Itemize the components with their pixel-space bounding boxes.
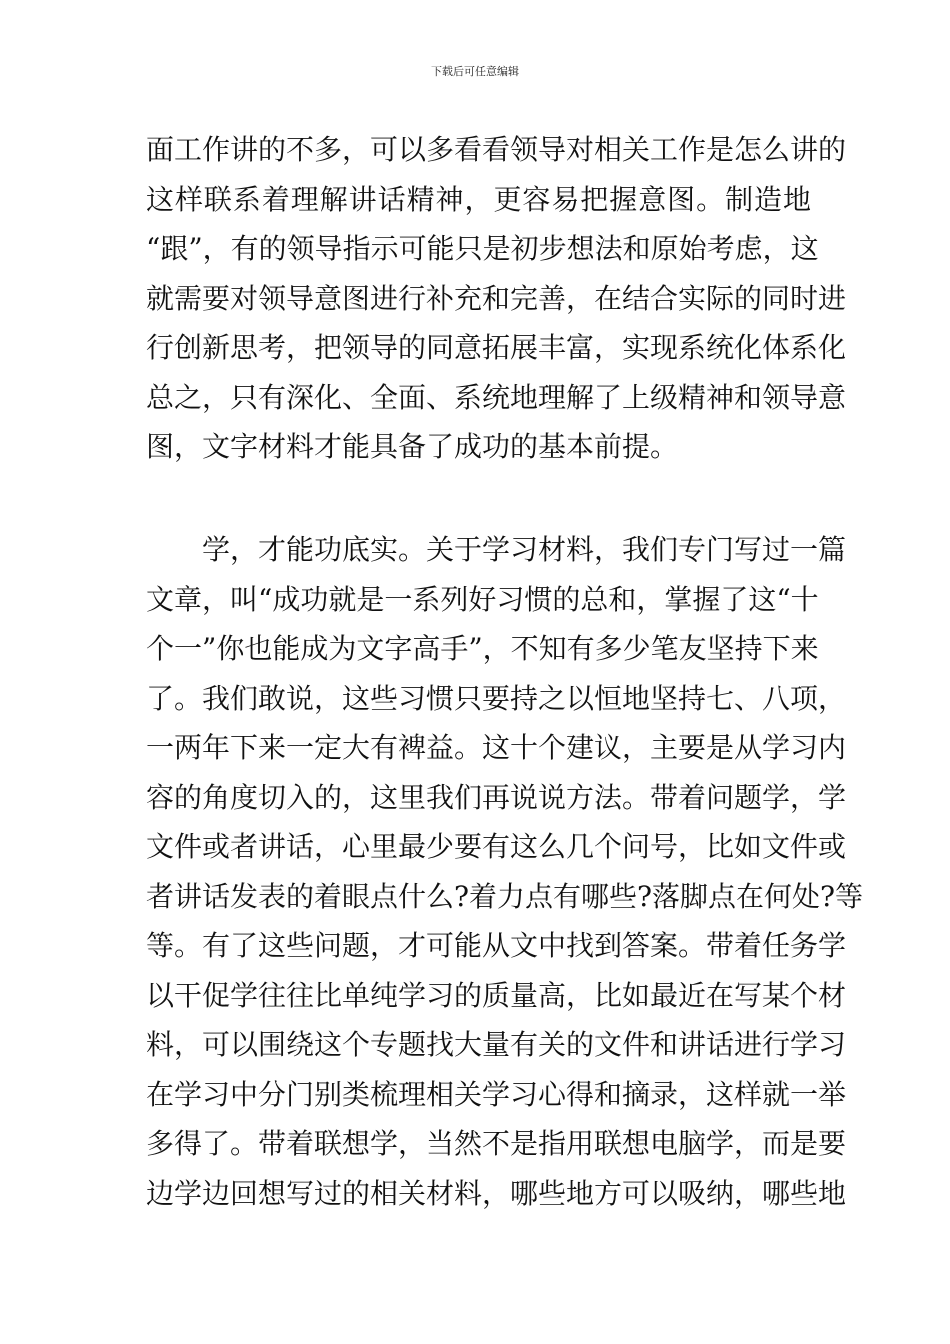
text-line: 者讲话发表的着眼点什么?着力点有哪些?落脚点在何处?等 — [146, 879, 864, 913]
text-line: 行创新思考，把领导的同意拓展丰富，实现系统化体系化 — [146, 331, 847, 364]
text-line: 总之，只有深化、全面、系统地理解了上级精神和领导意 — [146, 380, 847, 414]
text-line: 容的角度切入的，这里我们再说说方法。带着问题学，学 — [146, 780, 847, 814]
text-line: 在学习中分门别类梳理相关学习心得和摘录，这样就一举 — [146, 1077, 847, 1111]
text-line: 图，文字材料才能具备了成功的基本前提。 — [146, 430, 679, 463]
text-line: 了。我们敢说，这些习惯只要持之以恒地坚持七、八项， — [146, 681, 847, 715]
text-line: 个一”你也能成为文字高手”，不知有多少笔友坚持下来 — [146, 632, 819, 665]
page-header-note: 下载后可任意编辑 — [431, 65, 519, 78]
text-line: 文章，叫“成功就是一系列好习惯的总和，掌握了这“十 — [146, 582, 819, 616]
text-line: 这样联系着理解讲话精神，更容易把握意图。制造地 — [146, 182, 811, 216]
text-line: “跟”，有的领导指示可能只是初步想法和原始考虑，这 — [146, 232, 819, 265]
text-line: 等。有了这些问题，才可能从文中找到答案。带着任务学 — [146, 929, 847, 962]
text-line: 以干促学往往比单纯学习的质量高，比如最近在写某个材 — [146, 978, 847, 1012]
text-line: 面工作讲的不多，可以多看看领导对相关工作是怎么讲的 — [146, 133, 847, 166]
text-line: 一两年下来一定大有裨益。这十个建议，主要是从学习内 — [146, 731, 847, 764]
text-line: 文件或者讲话，心里最少要有这么几个问号，比如文件或 — [146, 830, 847, 863]
text-line: 多得了。带着联想学，当然不是指用联想电脑学，而是要 — [146, 1127, 847, 1160]
paragraph-1 — [146, 125, 847, 472]
paragraph-2 — [146, 525, 864, 1218]
text-line: 边学边回想写过的相关材料，哪些地方可以吸纳，哪些地 — [146, 1176, 847, 1210]
text-line: 学，才能功底实。关于学习材料，我们专门写过一篇 — [146, 533, 847, 566]
text-line: 料，可以围绕这个专题找大量有关的文件和讲话进行学习 — [146, 1028, 847, 1061]
text-line: 就需要对领导意图进行补充和完善，在结合实际的同时进 — [146, 281, 847, 315]
